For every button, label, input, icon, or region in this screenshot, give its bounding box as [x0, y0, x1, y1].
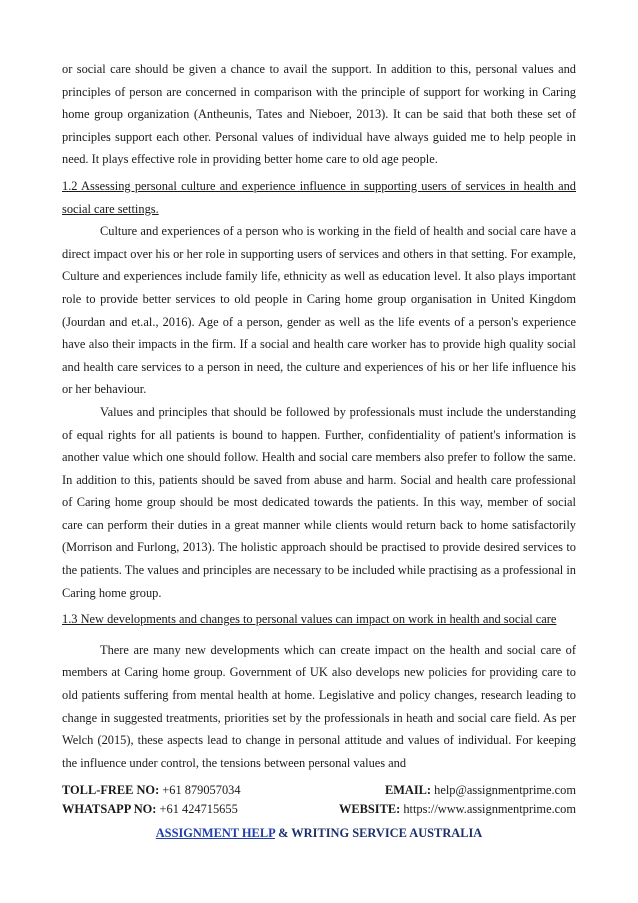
footer-row-1 [62, 781, 576, 800]
footer-title-rest: & WRITING SERVICE AUSTRALIA [274, 826, 483, 840]
email-address[interactable]: help@assignmentprime.com [431, 783, 576, 797]
paragraph-new-developments: There are many new developments which can create impact on the health and social care of members at Caring home group. Government of UK also develops new policies for providing care to old patients suffering from mental health at home. Legislative and policy changes, research leading to change in suggested treatments, priorities set by the professionals in heath and social care field. As per Welch (2015), these aspects lead to change in personal attitude and values of individual. For keeping the influence under control, the tensions between personal values and [62, 642, 576, 770]
footer-brand-title [62, 826, 576, 841]
whatsapp-label: WHATSAPP NO: [62, 802, 157, 816]
whatsapp-number[interactable]: +61 424715655 [156, 802, 238, 816]
section-heading-1-2: 1.2 Assessing personal culture and experience influence in supporting users of services in health and social care settings. [62, 178, 576, 216]
section-heading-1-3: 1.3 New developments and changes to personal values can impact on work in health and social care [62, 612, 557, 627]
email-contact [385, 781, 576, 800]
document-body [62, 58, 576, 774]
paragraph-continuation: or social care should be given a chance to avail the support. In addition to this, personal values and principles of person are concerned in comparison with the principle of support for working in Caring home group organization (Antheunis, Tates and Nieboer, 2013). It can be said that both these set of principles support each other. Personal values of individual have always guided me to help people in need. It plays effective role in providing better home care to old age people. [62, 62, 576, 167]
tollfree-number[interactable]: +61 879057034 [159, 783, 241, 797]
tollfree-contact [62, 781, 241, 800]
contact-footer [62, 781, 576, 819]
tollfree-label: TOLL-FREE NO: [62, 783, 160, 797]
footer-row-2 [62, 800, 576, 819]
whatsapp-contact [62, 800, 238, 819]
website-url[interactable]: https://www.assignmentprime.com [400, 802, 576, 816]
assignment-help-link[interactable]: ASSIGNMENT HELP [155, 826, 275, 840]
website-label: WEBSITE: [338, 802, 401, 816]
website-contact [339, 800, 576, 819]
email-label: EMAIL: [384, 783, 432, 797]
paragraph-values-principles: Values and principles that should be followed by professionals must include the understanding of equal rights for all patients is bound to happen. Further, confidentiality of patient's information is another value which one should follow. Health and social care members also prefer to follow the same. In addition to this, patients should be saved from abuse and harm. Social and health care professional of Caring home group should be most dedicated towards the patients. In this way, member of social care can perform their duties in a great manner while clients would return back to home satisfactorily (Morrison and Furlong, 2013). The holistic approach should be practised to provide desired services to the patients. The values and principles are necessary to be included while practising as a professional in Caring home group. [62, 404, 576, 600]
paragraph-culture-experience: Culture and experiences of a person who is working in the field of health and social care have a direct impact over his or her role in supporting users of services and others in that setting. For example, Culture and experiences include family life, ethnicity as well as education level. It also plays important role to provide better services to old people in Caring home group organisation in United Kingdom (Jourdan and et.al., 2016). Age of a person, gender as well as the life events of a person's experience have also their impacts in the firm. If a social and health care worker has to provide high quality social and health care services to a person in need, the culture and experiences of his or her life influence his or her behaviour. [62, 224, 576, 397]
